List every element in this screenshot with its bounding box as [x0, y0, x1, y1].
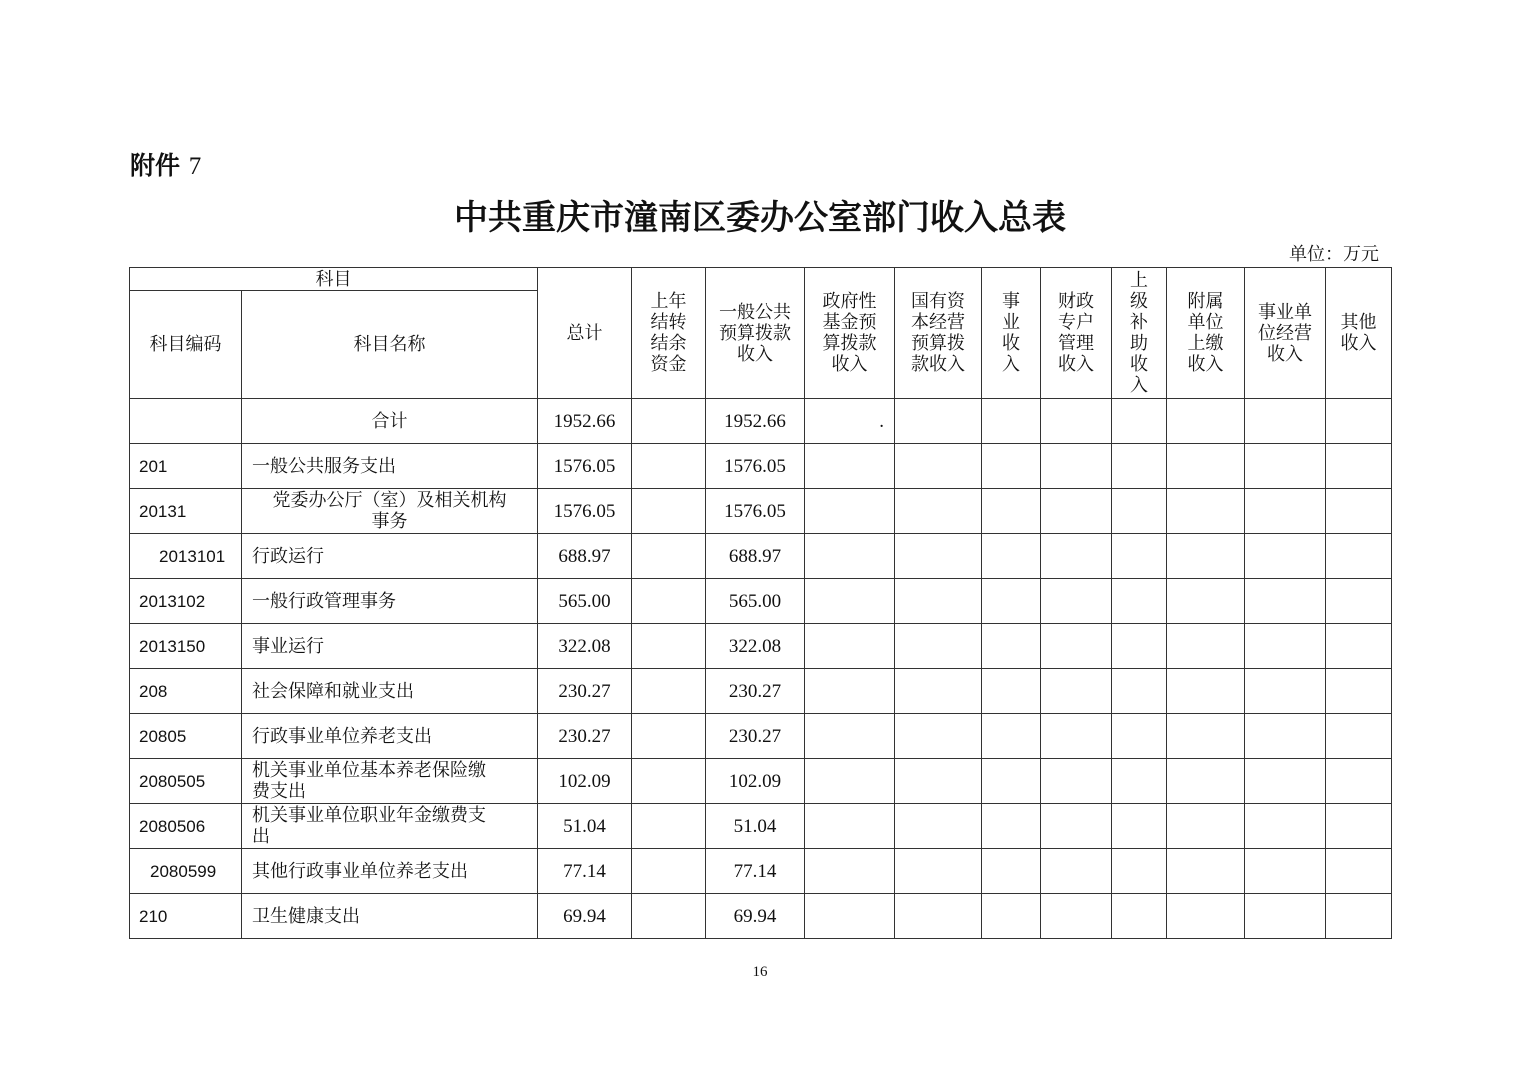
business-income-cell	[982, 489, 1041, 534]
general-budget-cell: 77.14	[706, 849, 805, 894]
business-operating-cell	[1245, 849, 1326, 894]
business-operating-cell	[1245, 489, 1326, 534]
general-budget-cell: 230.27	[706, 669, 805, 714]
fiscal-special-cell	[1041, 804, 1112, 849]
business-operating-cell	[1245, 714, 1326, 759]
business-income-cell	[982, 399, 1041, 444]
gov-fund-cell	[805, 534, 895, 579]
gov-fund-cell	[805, 849, 895, 894]
general-budget-cell: 230.27	[706, 714, 805, 759]
superior-subsidy-cell	[1112, 444, 1167, 489]
fiscal-special-cell	[1041, 489, 1112, 534]
subject-name-cell: 行政事业单位养老支出	[242, 714, 538, 759]
table-row	[130, 624, 1392, 669]
general-budget-cell: 565.00	[706, 579, 805, 624]
business-income-cell	[982, 849, 1041, 894]
prev-balance-cell	[632, 444, 706, 489]
business-income-cell	[982, 894, 1041, 939]
table-row	[130, 489, 1392, 534]
subject-code-cell: 2080506	[130, 804, 242, 849]
attachment-label	[130, 146, 201, 182]
business-operating-cell	[1245, 399, 1326, 444]
superior-subsidy-cell	[1112, 489, 1167, 534]
total-cell: 688.97	[538, 534, 632, 579]
business-income-cell	[982, 444, 1041, 489]
table-row	[130, 849, 1392, 894]
prev-balance-cell	[632, 579, 706, 624]
general-budget-cell: 102.09	[706, 759, 805, 804]
prev-balance-cell	[632, 849, 706, 894]
state-capital-cell	[895, 624, 982, 669]
business-operating-cell	[1245, 624, 1326, 669]
affiliated-cell	[1167, 894, 1245, 939]
prev-balance-cell	[632, 624, 706, 669]
header-fiscal-special: 财政 专户 管理 收入	[1041, 268, 1112, 399]
prev-balance-cell	[632, 399, 706, 444]
affiliated-cell	[1167, 669, 1245, 714]
total-cell: 51.04	[538, 804, 632, 849]
general-budget-cell: 322.08	[706, 624, 805, 669]
superior-subsidy-cell	[1112, 624, 1167, 669]
table-row	[130, 579, 1392, 624]
prev-balance-cell	[632, 804, 706, 849]
subject-name-cell: 卫生健康支出	[242, 894, 538, 939]
other-income-cell	[1326, 894, 1392, 939]
subject-name-cell: 其他行政事业单位养老支出	[242, 849, 538, 894]
business-operating-cell	[1245, 759, 1326, 804]
header-gov-fund: 政府性 基金预 算拨款 收入	[805, 268, 895, 399]
table-row	[130, 894, 1392, 939]
general-budget-cell: 1576.05	[706, 489, 805, 534]
header-business-income: 事 业 收 入	[982, 268, 1041, 399]
business-income-cell	[982, 534, 1041, 579]
subject-code-cell: 2080505	[130, 759, 242, 804]
table-row	[130, 399, 1392, 444]
subject-code-cell: 2013102	[130, 579, 242, 624]
header-state-capital: 国有资 本经营 预算拨 款收入	[895, 268, 982, 399]
prev-balance-cell	[632, 669, 706, 714]
business-operating-cell	[1245, 894, 1326, 939]
other-income-cell	[1326, 399, 1392, 444]
prev-balance-cell	[632, 714, 706, 759]
header-total: 总计	[538, 268, 632, 399]
header-code: 科目编码	[130, 291, 242, 399]
state-capital-cell	[895, 489, 982, 534]
page-number: 16	[752, 964, 768, 980]
header-affiliated: 附属 单位 上缴 收入	[1167, 268, 1245, 399]
general-budget-cell: 1576.05	[706, 444, 805, 489]
other-income-cell	[1326, 714, 1392, 759]
other-income-cell	[1326, 444, 1392, 489]
state-capital-cell	[895, 669, 982, 714]
superior-subsidy-cell	[1112, 894, 1167, 939]
subject-code-cell: 20131	[130, 489, 242, 534]
affiliated-cell	[1167, 444, 1245, 489]
table-row	[130, 759, 1392, 804]
fiscal-special-cell	[1041, 714, 1112, 759]
unit-label: 单位：万元	[1289, 244, 1379, 265]
superior-subsidy-cell	[1112, 849, 1167, 894]
subject-name-cell: 合计	[242, 399, 538, 444]
table-row	[130, 669, 1392, 714]
subject-name-cell: 一般公共服务支出	[242, 444, 538, 489]
total-cell: 69.94	[538, 894, 632, 939]
total-cell: 77.14	[538, 849, 632, 894]
fiscal-special-cell	[1041, 444, 1112, 489]
total-cell: 230.27	[538, 669, 632, 714]
fiscal-special-cell	[1041, 759, 1112, 804]
other-income-cell	[1326, 669, 1392, 714]
page-title: 中共重庆市潼南区委办公室部门收入总表	[454, 198, 1066, 238]
prev-balance-cell	[632, 534, 706, 579]
header-business-operating: 事业单 位经营 收入	[1245, 268, 1326, 399]
state-capital-cell	[895, 714, 982, 759]
superior-subsidy-cell	[1112, 399, 1167, 444]
total-cell: 322.08	[538, 624, 632, 669]
table-row	[130, 444, 1392, 489]
business-operating-cell	[1245, 534, 1326, 579]
superior-subsidy-cell	[1112, 759, 1167, 804]
header-other-income: 其他 收入	[1326, 268, 1392, 399]
subject-name-cell: 机关事业单位基本养老保险缴 费支出	[242, 759, 538, 804]
subject-code-cell: 20805	[130, 714, 242, 759]
affiliated-cell	[1167, 714, 1245, 759]
subject-code-cell: 2013150	[130, 624, 242, 669]
superior-subsidy-cell	[1112, 579, 1167, 624]
header-subject-group: 科目	[130, 268, 538, 291]
general-budget-cell: 69.94	[706, 894, 805, 939]
gov-fund-cell	[805, 714, 895, 759]
business-operating-cell	[1245, 804, 1326, 849]
total-cell: 565.00	[538, 579, 632, 624]
gov-fund-cell	[805, 759, 895, 804]
state-capital-cell	[895, 444, 982, 489]
gov-fund-cell	[805, 444, 895, 489]
superior-subsidy-cell	[1112, 804, 1167, 849]
state-capital-cell	[895, 759, 982, 804]
state-capital-cell	[895, 894, 982, 939]
fiscal-special-cell	[1041, 579, 1112, 624]
gov-fund-cell: .	[805, 399, 895, 444]
affiliated-cell	[1167, 804, 1245, 849]
superior-subsidy-cell	[1112, 669, 1167, 714]
fiscal-special-cell	[1041, 534, 1112, 579]
gov-fund-cell	[805, 804, 895, 849]
other-income-cell	[1326, 534, 1392, 579]
state-capital-cell	[895, 579, 982, 624]
subject-name-cell: 机关事业单位职业年金缴费支 出	[242, 804, 538, 849]
subject-code-cell: 2013101	[130, 534, 242, 579]
table-row	[130, 804, 1392, 849]
header-superior-subsidy: 上 级 补 助 收 入	[1112, 268, 1167, 399]
attachment-text: 附件	[130, 151, 181, 180]
fiscal-special-cell	[1041, 624, 1112, 669]
header-prev-balance: 上年 结转 结余 资金	[632, 268, 706, 399]
affiliated-cell	[1167, 534, 1245, 579]
total-cell: 1576.05	[538, 444, 632, 489]
subject-name-cell: 一般行政管理事务	[242, 579, 538, 624]
subject-code-cell: 201	[130, 444, 242, 489]
subject-name-cell: 党委办公厅（室）及相关机构 事务	[242, 489, 538, 534]
business-income-cell	[982, 804, 1041, 849]
prev-balance-cell	[632, 489, 706, 534]
general-budget-cell: 688.97	[706, 534, 805, 579]
subject-name-cell: 社会保障和就业支出	[242, 669, 538, 714]
other-income-cell	[1326, 624, 1392, 669]
affiliated-cell	[1167, 489, 1245, 534]
other-income-cell	[1326, 489, 1392, 534]
fiscal-special-cell	[1041, 669, 1112, 714]
state-capital-cell	[895, 399, 982, 444]
total-cell: 102.09	[538, 759, 632, 804]
prev-balance-cell	[632, 894, 706, 939]
table-header	[130, 268, 1392, 399]
business-operating-cell	[1245, 444, 1326, 489]
subject-name-cell: 行政运行	[242, 534, 538, 579]
other-income-cell	[1326, 579, 1392, 624]
gov-fund-cell	[805, 894, 895, 939]
affiliated-cell	[1167, 759, 1245, 804]
total-cell: 230.27	[538, 714, 632, 759]
gov-fund-cell	[805, 624, 895, 669]
fiscal-special-cell	[1041, 849, 1112, 894]
business-income-cell	[982, 669, 1041, 714]
table-row	[130, 714, 1392, 759]
other-income-cell	[1326, 759, 1392, 804]
header-general-budget: 一般公共 预算拨款 收入	[706, 268, 805, 399]
business-income-cell	[982, 624, 1041, 669]
subject-code-cell: 210	[130, 894, 242, 939]
other-income-cell	[1326, 804, 1392, 849]
subject-name-cell: 事业运行	[242, 624, 538, 669]
superior-subsidy-cell	[1112, 714, 1167, 759]
subject-code-cell: 2080599	[130, 849, 242, 894]
superior-subsidy-cell	[1112, 534, 1167, 579]
subject-code-cell: 208	[130, 669, 242, 714]
business-income-cell	[982, 579, 1041, 624]
total-cell: 1952.66	[538, 399, 632, 444]
attachment-number: 7	[188, 153, 202, 180]
table-body	[130, 399, 1392, 939]
table-row	[130, 534, 1392, 579]
other-income-cell	[1326, 849, 1392, 894]
fiscal-special-cell	[1041, 894, 1112, 939]
affiliated-cell	[1167, 849, 1245, 894]
total-cell: 1576.05	[538, 489, 632, 534]
general-budget-cell: 51.04	[706, 804, 805, 849]
state-capital-cell	[895, 534, 982, 579]
business-income-cell	[982, 759, 1041, 804]
income-summary-table	[129, 267, 1392, 939]
affiliated-cell	[1167, 579, 1245, 624]
fiscal-special-cell	[1041, 399, 1112, 444]
gov-fund-cell	[805, 489, 895, 534]
affiliated-cell	[1167, 624, 1245, 669]
business-operating-cell	[1245, 579, 1326, 624]
business-income-cell	[982, 714, 1041, 759]
subject-code-cell	[130, 399, 242, 444]
general-budget-cell: 1952.66	[706, 399, 805, 444]
prev-balance-cell	[632, 759, 706, 804]
header-name: 科目名称	[242, 291, 538, 399]
state-capital-cell	[895, 849, 982, 894]
business-operating-cell	[1245, 669, 1326, 714]
affiliated-cell	[1167, 399, 1245, 444]
state-capital-cell	[895, 804, 982, 849]
gov-fund-cell	[805, 669, 895, 714]
gov-fund-cell	[805, 579, 895, 624]
